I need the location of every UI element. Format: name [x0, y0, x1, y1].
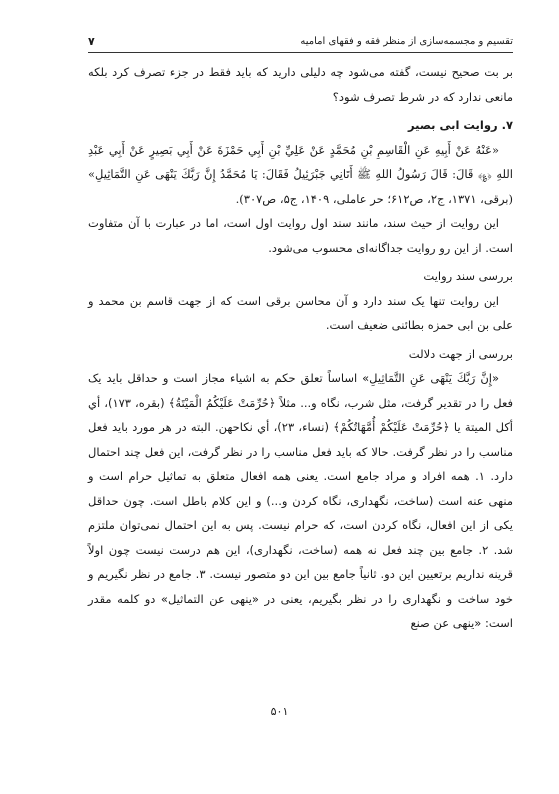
section-heading-sanad: بررسی سند روایت: [423, 269, 513, 283]
running-header: [88, 30, 513, 53]
header-mark: ۷: [88, 34, 95, 48]
paragraph-dalalat-review: «إِنَّ رَبَّكَ يَنْهَى عَنِ التَّمَاثِيلِ» اساساً تعلق حکم به اشیاء مجاز است و حداقل باید یک فعل را در تقدیر گرفت، مثل شرب، نگاه و... مثلاً ﴿حُرِّمَتْ عَلَيْكُمُ الْمَيْتَةُ﴾ (بقره، ۱۷۳)، أي أكل الميتة يا ﴿حُرِّمَتْ عَلَيْكُمْ أُمَّهَاتُكُمْ﴾ (نساء، ۲۳)، أي نكاحهن. البته در هر مورد باید فعل مناسب را در نظر گرفت. حالا که باید فعل مناسب را در نظر گرفت، این فعل چند احتمال دارد. ۱. همه افراد و مراد جامع است. یعنی همه افعال متعلق به تماثیل حرام است و منهی عنه است (ساخت، نگهداری، نگاه کردن و...) و این کلام باطل است. چون حداقل یکی از این افعال، نگاه کردن است، که حرام نیست. پس به این احتمال نمی‌توان ملتزم شد. ۲. جامع بین چند فعل نه همه (ساخت، نگهداری)، این هم درست نیست چون اولاً قرینه نداریم برتعیین این دو. ثانیاً جامع بین این دو متصور نیست. ۳. جامع در نظر نگیریم و خود ساخت و نگهداری را در نظر بگیریم، یعنی در «ینهی عن التماثیل» دو کلمه مقدر است: «ینهی عن صنع: [88, 371, 514, 630]
section-heading-abi-basir: ۷. روایت ابی بصیر: [407, 118, 513, 132]
body-text: [88, 60, 513, 636]
paragraph-intro: بر بت صحیح نیست، گفته می‌شود چه دلیلی دارید که باید فقط در جزء تصرف کرد بلکه مانعی ندارد که در شرط تصرف شود؟: [88, 65, 513, 104]
paragraph-sanad-note: این روایت از حیث سند، مانند سند اول روایت اول است، اما در عبارت با آن متفاوت است. از این رو روایت جداگانه‌ای محسوب می‌شود.: [88, 216, 513, 255]
hadith-quote: «عَنْهُ عَنْ أَبِيهِ عَنِ الْقَاسِمِ بْنِ مُحَمَّدٍ عَنْ عَلِيِّ بْنِ أَبِي حَمْزَةَ عَنْ أَبِي بَصِيرٍ عَنْ أَبِي عَبْدِ اللهِ ﴿؏﴾ قَالَ: قَالَ رَسُولُ اللهِ ﷺ أَتَانِي جَبْرَئِيلُ فَقَالَ: يَا مُحَمَّدُ إِنَّ رَبَّكَ يَنْهَى عَنِ التَّمَاثِيلِ» (برقی، ۱۳۷۱، ج۲، ص۶۱۲؛ حر عاملی، ۱۴۰۹، ج۵، ص۳۰۷).: [88, 142, 513, 206]
section-heading-dalalat: بررسی از جهت دلالت: [408, 346, 513, 361]
paragraph-sanad-review: این روایت تنها یک سند دارد و آن محاسن برقی است که از جهت قاسم بن محمد و علی بن ابی حمزه بطائنی ضعیف است.: [88, 293, 513, 332]
running-title: تقسیم و مجسمه‌سازی از منظر فقه و فقهای امامیه: [300, 35, 513, 47]
page-number: ۵۰۱: [270, 705, 289, 718]
